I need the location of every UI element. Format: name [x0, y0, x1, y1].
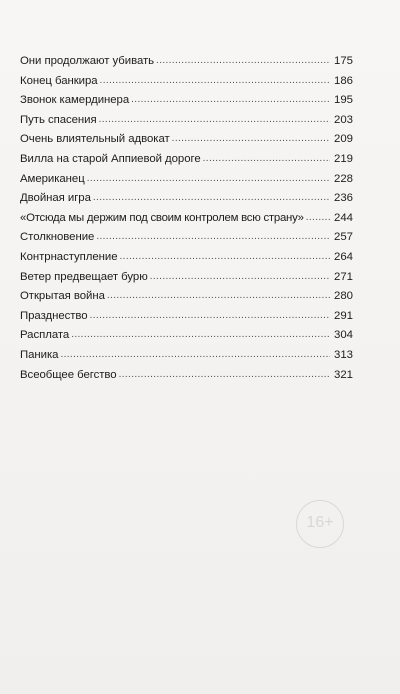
dot-leader	[71, 325, 330, 345]
toc-entry-title: Путь спасения	[20, 113, 97, 126]
toc-entry-title: Столкновение	[20, 231, 95, 244]
dot-leader	[172, 129, 330, 149]
toc-entry-title: Очень влиятельный адвокат	[20, 133, 170, 146]
toc-entry-title: «Отсюда мы держим под своим контролем всю страну»	[20, 211, 304, 224]
dot-leader	[96, 227, 330, 247]
toc-entry	[20, 326, 353, 346]
toc-entry	[20, 287, 353, 307]
toc-entry-page: 257	[333, 231, 353, 244]
dot-leader	[60, 345, 330, 365]
table-of-contents	[20, 52, 353, 385]
toc-entry-page: 203	[333, 113, 353, 126]
toc-entry	[20, 170, 353, 190]
dot-leader	[150, 267, 330, 287]
toc-entry	[20, 307, 353, 327]
toc-entry-page: 244	[333, 211, 353, 224]
dot-leader	[87, 169, 330, 189]
toc-entry-page: 321	[333, 368, 353, 381]
toc-entry-title: Открытая война	[20, 290, 105, 303]
toc-entry-title: Американец	[20, 172, 85, 185]
dot-leader	[107, 286, 330, 306]
toc-entry-page: 264	[333, 250, 353, 263]
dot-leader	[131, 90, 330, 110]
dot-leader	[156, 51, 330, 71]
toc-entry-page: 186	[333, 74, 353, 87]
toc-entry-title: Звонок камердинера	[20, 94, 130, 107]
toc-entry	[20, 209, 353, 229]
toc-entry-title: Празднество	[20, 309, 88, 322]
toc-entry-page: 175	[333, 55, 353, 67]
toc-entry	[20, 268, 353, 288]
toc-entry	[20, 111, 353, 131]
dot-leader	[93, 188, 330, 208]
toc-entry	[20, 248, 353, 268]
toc-entry-title: Они продолжают убивать	[20, 55, 155, 67]
toc-entry	[20, 91, 353, 111]
toc-entry-page: 209	[333, 133, 353, 146]
dot-leader	[100, 71, 330, 91]
toc-entry-title: Всеобщее бегство	[20, 368, 117, 381]
toc-entry	[20, 150, 353, 170]
toc-entry-title: Конец банкира	[20, 74, 98, 87]
toc-entry-title: Расплата	[20, 329, 70, 342]
toc-entry-title: Двойная игра	[20, 192, 91, 205]
toc-entry	[20, 366, 353, 386]
toc-entry-page: 271	[333, 270, 353, 283]
age-rating-label: 16+	[306, 514, 334, 531]
toc-entry-page: 304	[333, 329, 353, 342]
toc-entry-title: Контрнаступление	[20, 250, 118, 263]
toc-entry	[20, 189, 353, 209]
dot-leader	[120, 247, 330, 267]
toc-entry-title: Ветер предвещает бурю	[20, 270, 148, 283]
toc-entry-page: 195	[333, 94, 353, 107]
toc-entry	[20, 130, 353, 150]
toc-entry-page: 291	[333, 309, 353, 322]
toc-entry-page: 228	[333, 172, 353, 185]
age-rating-badge	[296, 500, 344, 548]
dot-leader	[99, 110, 330, 130]
dot-leader	[119, 365, 330, 385]
toc-entry	[20, 72, 353, 92]
toc-entry-page: 236	[333, 192, 353, 205]
dot-leader	[203, 149, 330, 169]
toc-entry	[20, 346, 353, 366]
toc-entry-page: 313	[333, 348, 353, 361]
dot-leader	[90, 306, 330, 326]
toc-entry-page: 219	[333, 152, 353, 165]
toc-entry	[20, 228, 353, 248]
toc-entry-title: Вилла на старой Аппиевой дороге	[20, 152, 201, 165]
toc-entry-title: Паника	[20, 348, 59, 361]
toc-entry	[20, 52, 353, 72]
toc-entry-page: 280	[333, 290, 353, 303]
dot-leader	[306, 208, 330, 228]
